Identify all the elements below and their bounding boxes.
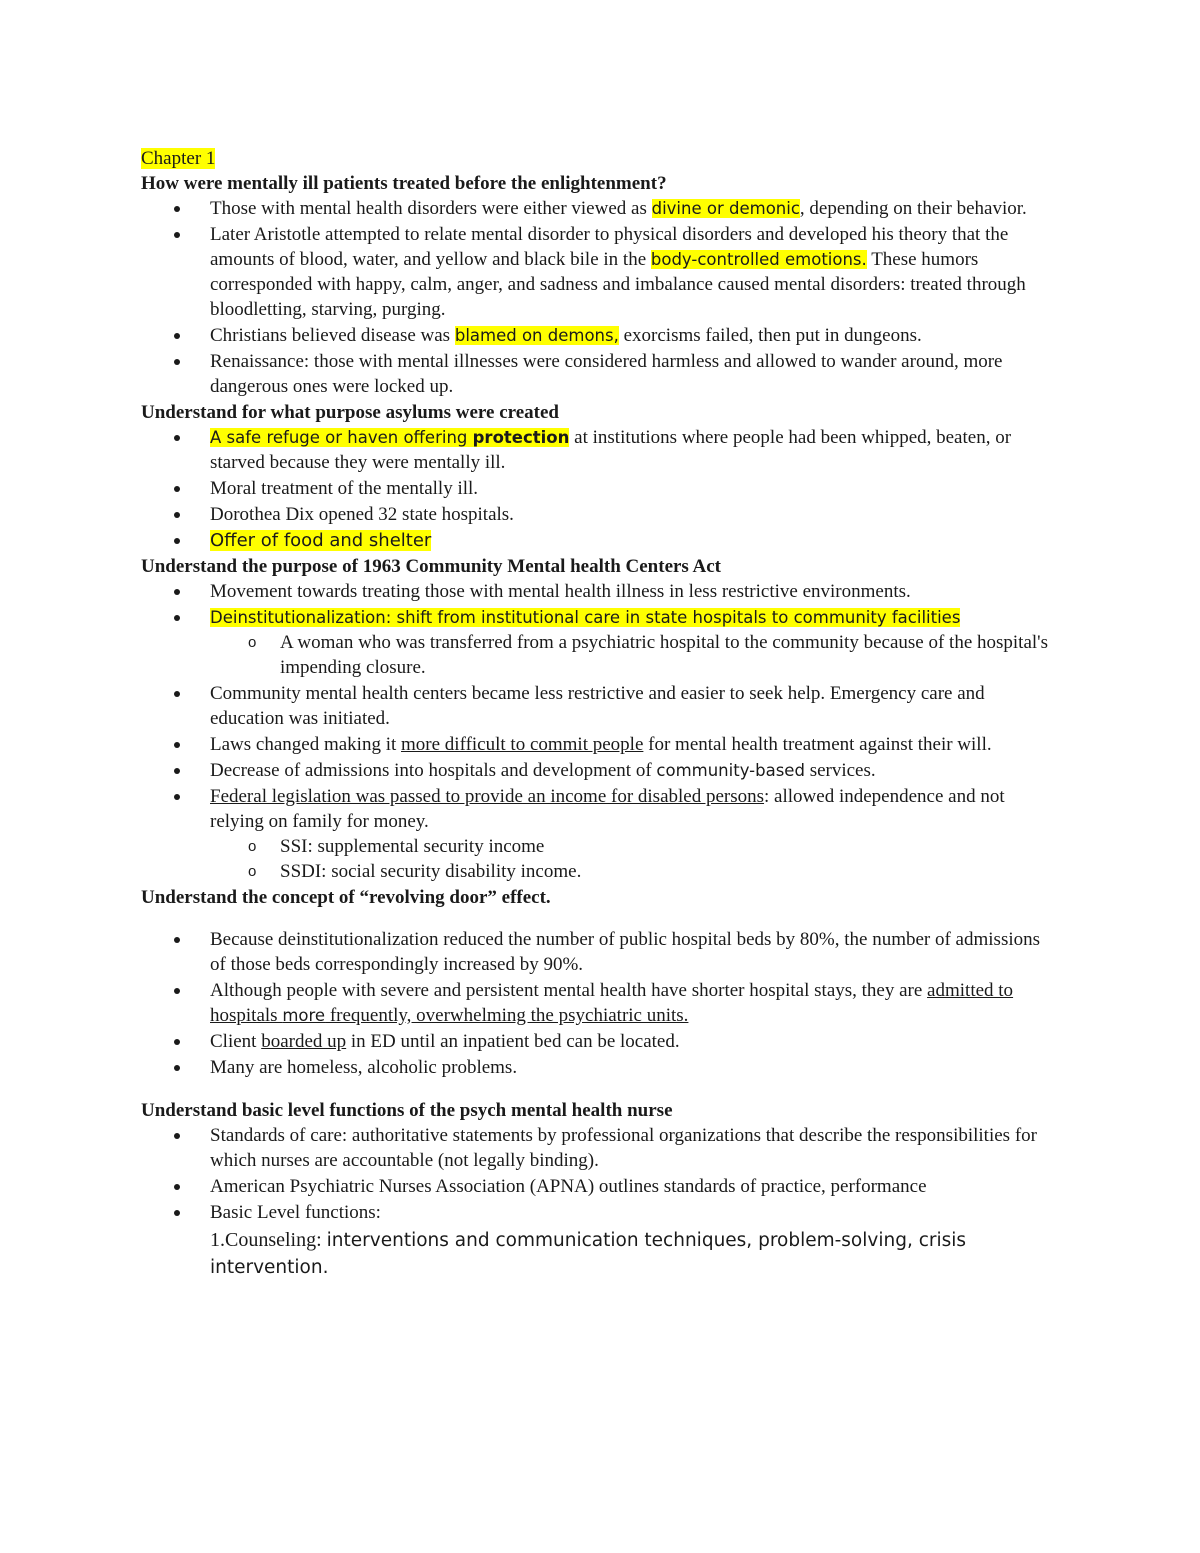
list-item: Decrease of admissions into hospitals and development of community-based services. (141, 758, 1051, 783)
list-item: Although people with severe and persistent mental health have shorter hospital stays, they are admitted to hospitals more frequently, overwhelming the psychiatric units. (141, 978, 1051, 1028)
bullet-list-enlightenment (141, 196, 1051, 399)
sub-list-item: o A woman who was transferred from a psychiatric hospital to the community because of the hospital's impending closure. (141, 630, 1051, 680)
list-item: Offer of food and shelter (141, 528, 1051, 553)
list-item: Client boarded up in ED until an inpatient bed can be located. (141, 1029, 1051, 1054)
list-item: Renaissance: those with mental illnesses were considered harmless and allowed to wander around, more dangerous ones were locked up. (141, 349, 1051, 399)
list-item: Community mental health centers became less restrictive and easier to seek help. Emergency care and education was initiated. (141, 681, 1051, 731)
list-item: Moral treatment of the mentally ill. (141, 476, 1051, 501)
sub-list (141, 630, 1051, 680)
list-item: Federal legislation was passed to provide an income for disabled persons: allowed independence and not relying on family for money. o SSI: supplemental security income o SSDI: social security disability income. (141, 784, 1051, 884)
spacer (141, 1081, 1051, 1098)
spacer (141, 910, 1051, 927)
list-item: Deinstitutionalization: shift from institutional care in state hospitals to community facilities o A woman who was transferred from a psychiatric hospital to the community because of the hospital's impending closure. (141, 605, 1051, 680)
list-item: Many are homeless, alcoholic problems. (141, 1055, 1051, 1080)
list-item: Later Aristotle attempted to relate mental disorder to physical disorders and developed his theory that the amounts of blood, water, and yellow and black bile in the body-controlled emotions. These humors corresponded with happy, calm, anger, and sadness and imbalance caused mental disorders: treated through bloodletting, starving, purging. (141, 222, 1051, 322)
list-item: Basic Level functions: (141, 1200, 1051, 1225)
section-heading-1963-act: Understand the purpose of 1963 Community Mental health Centers Act (141, 556, 722, 577)
list-item: Those with mental health disorders were either viewed as divine or demonic, depending on their behavior. (141, 196, 1051, 221)
sub-list (141, 834, 1051, 884)
section-heading-asylums: Understand for what purpose asylums were created (141, 402, 559, 423)
list-item: Movement towards treating those with mental health illness in less restrictive environments. (141, 579, 1051, 604)
sub-list-item: o SSI: supplemental security income (141, 834, 1051, 859)
list-item: A safe refuge or haven offering protection at institutions where people had been whipped, beaten, or starved because they were mentally ill. (141, 425, 1051, 475)
counseling-paragraph: 1.Counseling: interventions and communication techniques, problem-solving, crisis intervention. (210, 1229, 967, 1278)
document-body (141, 146, 1051, 1281)
sub-list-item: o SSDI: social security disability income. (141, 859, 1051, 884)
bullet-list-1963-act (141, 579, 1051, 884)
list-item: Standards of care: authoritative statements by professional organizations that describe the responsibilities for which nurses are accountable (not legally binding). (141, 1123, 1051, 1173)
list-item: Because deinstitutionalization reduced the number of public hospital beds by 80%, the number of admissions of those beds correspondingly increased by 90%. (141, 927, 1051, 977)
bullet-list-asylums (141, 425, 1051, 553)
list-item: Dorothea Dix opened 32 state hospitals. (141, 502, 1051, 527)
section-heading-revolving-door: Understand the concept of “revolving door” effect. (141, 887, 551, 908)
section-heading-enlightenment: How were mentally ill patients treated before the enlightenment? (141, 173, 667, 194)
list-item: American Psychiatric Nurses Association (APNA) outlines standards of practice, performance (141, 1174, 1051, 1199)
section-heading-nurse-functions: Understand basic level functions of the psych mental health nurse (141, 1100, 673, 1121)
bullet-list-nurse-functions (141, 1123, 1051, 1225)
list-item: Laws changed making it more difficult to commit people for mental health treatment against their will. (141, 732, 1051, 757)
bullet-list-revolving-door (141, 927, 1051, 1080)
list-item: Christians believed disease was blamed on demons, exorcisms failed, then put in dungeons. (141, 323, 1051, 348)
chapter-label: Chapter 1 (141, 148, 216, 169)
